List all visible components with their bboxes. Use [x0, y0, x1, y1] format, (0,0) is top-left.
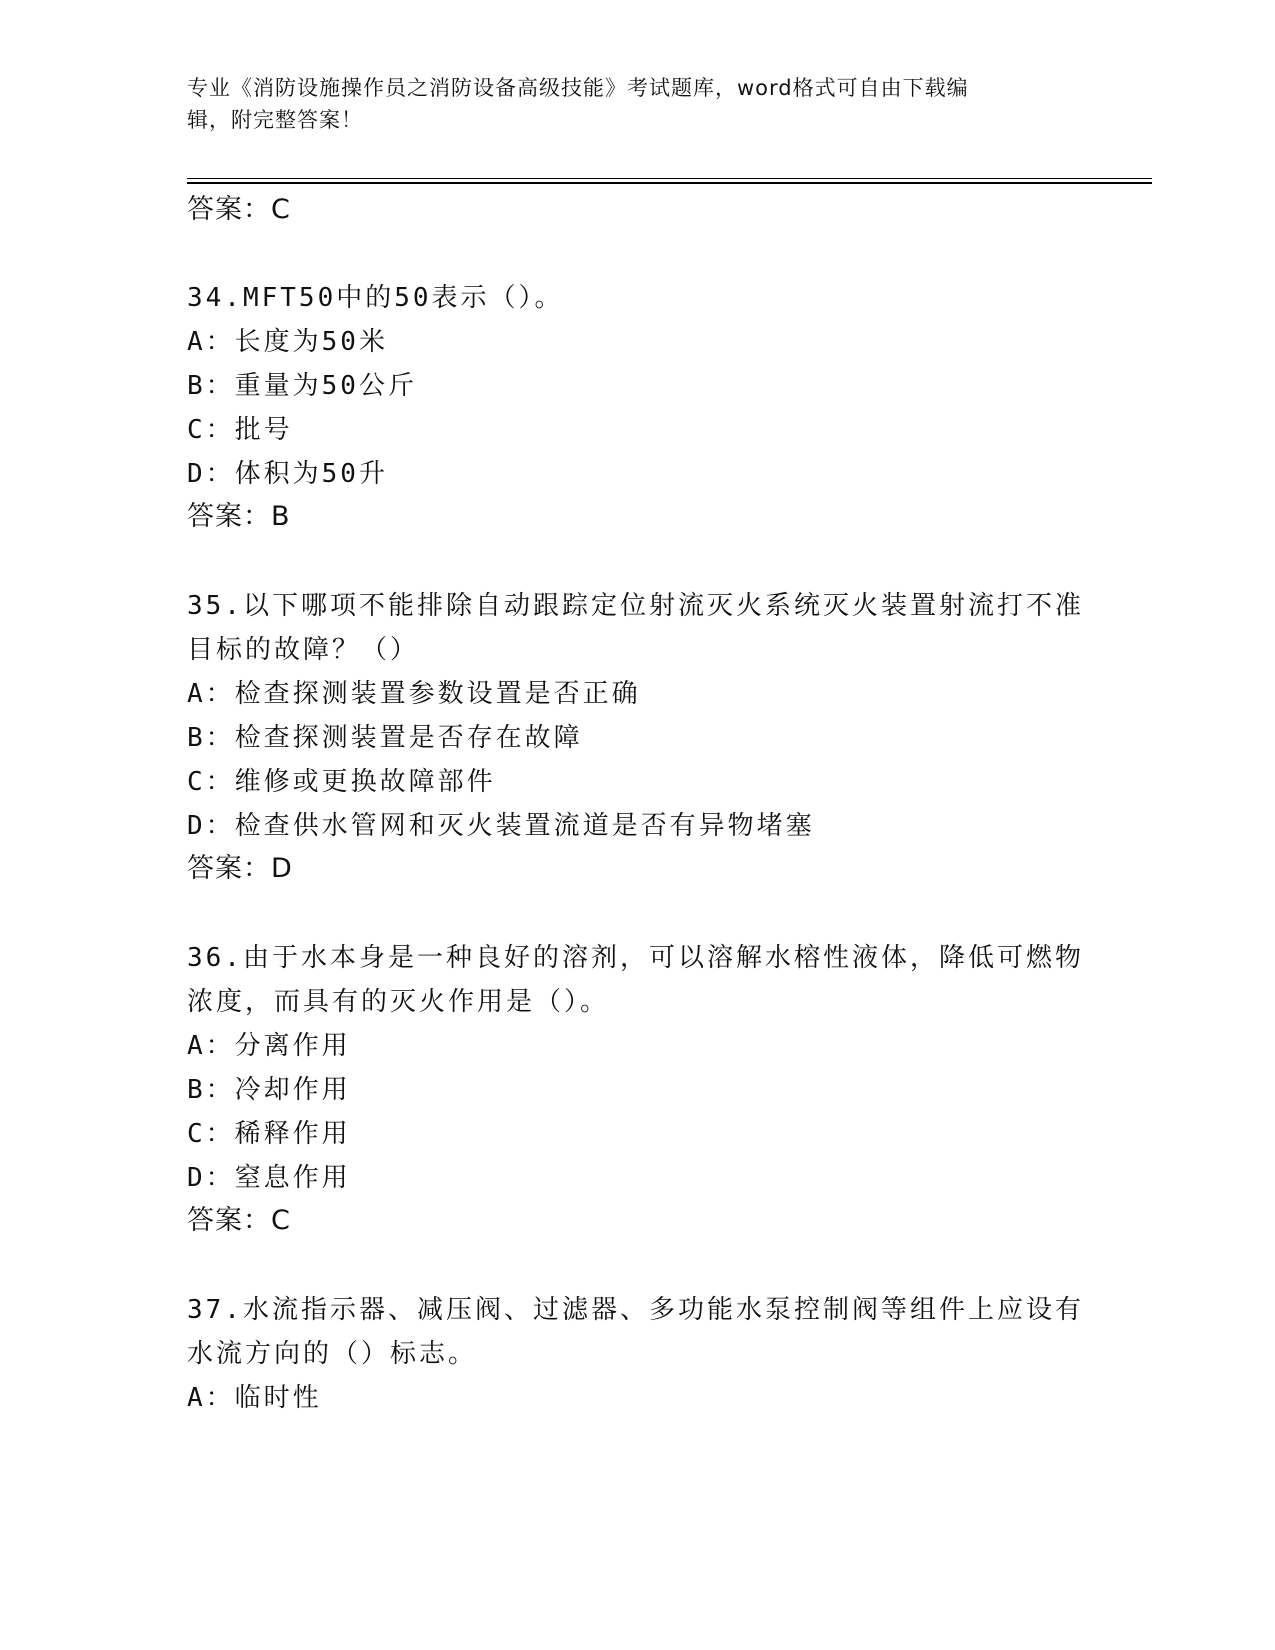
question-37-text-line-2: 水流方向的（）标志。: [187, 1339, 478, 1369]
question-36-option-b: B：冷却作用: [187, 1075, 351, 1105]
question-35-option-d: D：检查供水管网和灭火装置流道是否有异物堵塞: [187, 811, 815, 841]
header-rule-thin: [187, 178, 1152, 179]
question-35-text-line-2: 目标的故障？（）: [187, 635, 420, 665]
document-header: [187, 72, 1087, 136]
question-35-option-c: C：维修或更换故障部件: [187, 767, 496, 797]
question-36-text-line-2: 浓度，而具有的灭火作用是（）。: [187, 987, 610, 1017]
question-34-option-b: B：重量为50公斤: [187, 371, 417, 401]
question-36-answer: 答案：C: [187, 1205, 291, 1236]
header-line-2: 辑，附完整答案！: [187, 108, 363, 132]
question-37-text-line-1: 37.水流指示器、减压阀、过滤器、多功能水泵控制阀等组件上应设有: [187, 1295, 1084, 1325]
question-35-text-line-1: 35.以下哪项不能排除自动跟踪定位射流灭火系统灭火装置射流打不准: [187, 591, 1084, 621]
question-35-option-b: B：检查探测装置是否存在故障: [187, 723, 583, 753]
question-34-option-c: C：批号: [187, 415, 293, 445]
header-rule-thick: [187, 182, 1152, 184]
question-36-option-d: D：窒息作用: [187, 1163, 351, 1193]
question-34-option-d: D：体积为50升: [187, 459, 388, 489]
question-35-option-a: A：检查探测装置参数设置是否正确: [187, 679, 641, 709]
previous-answer: 答案：C: [187, 194, 291, 225]
question-34-answer: 答案：B: [187, 501, 291, 532]
question-34-text: 34.MFT50中的50表示（）。: [187, 283, 564, 313]
question-35-answer: 答案：D: [187, 853, 293, 884]
question-36-option-c: C：稀释作用: [187, 1119, 351, 1149]
header-line-1: 专业《消防设施操作员之消防设备高级技能》考试题库，word格式可自由下载编: [187, 76, 969, 100]
question-37-option-a: A：临时性: [187, 1383, 322, 1413]
question-34-option-a: A：长度为50米: [187, 327, 388, 357]
question-36-option-a: A：分离作用: [187, 1031, 351, 1061]
question-36-text-line-1: 36.由于水本身是一种良好的溶剂，可以溶解水榕性液体，降低可燃物: [187, 943, 1084, 973]
